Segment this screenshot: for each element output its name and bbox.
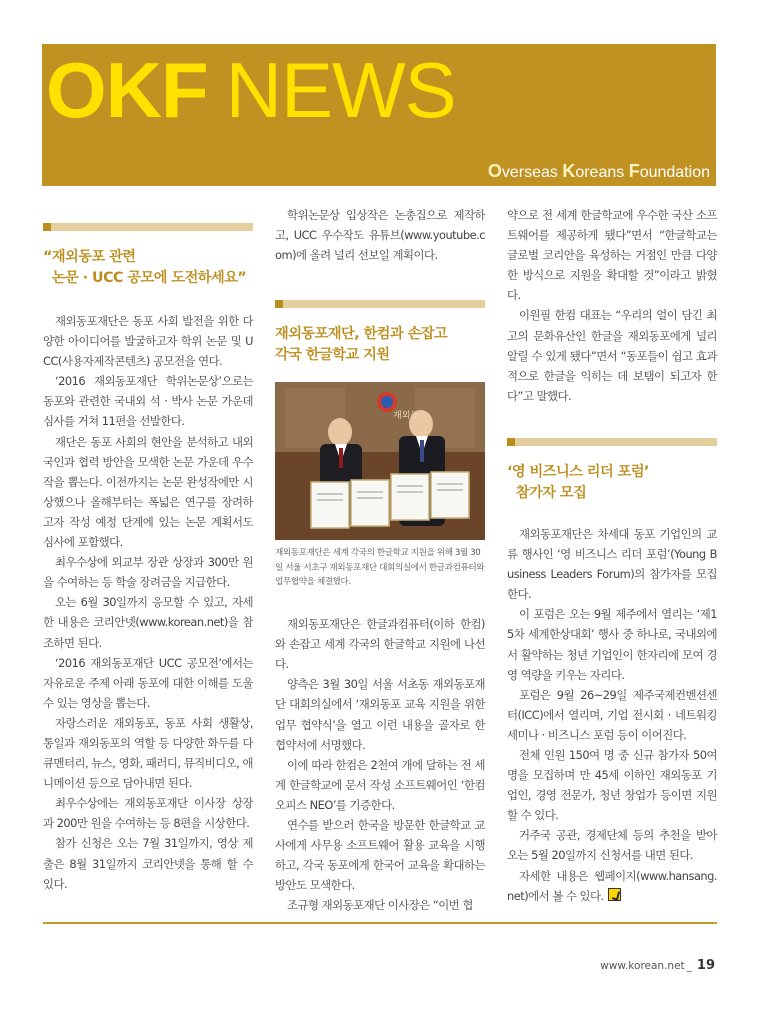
section-divider: [275, 300, 485, 308]
article-paragraph-continued: 학위논문상 입상작은 논총집으로 제작하고, UCC 우수작도 유튜브(www.youtube.com)에 올려 널리 선보일 계획이다.: [275, 208, 485, 263]
article-paragraph: 이 포럼은 오는 9월 제주에서 열리는 ‘제15차 세계한상대회’ 행사 중 하나로, 국내외에서 활약하는 청년 기업인이 한자리에 모여 경영 역량을 키우는 자리다.: [507, 607, 717, 682]
article-body-hancom: [275, 614, 485, 915]
subtitle-word: verseas: [501, 164, 563, 181]
footer-separator: _: [686, 960, 692, 972]
end-mark-icon: [608, 888, 621, 901]
article-paragraph: 이에 따라 한컴은 2천여 개에 달하는 전 세계 한글학교에 문서 작성 소프트웨어인 ‘한컴오피스 NEO’를 기증한다.: [275, 757, 485, 812]
subtitle-word: oundation: [639, 164, 710, 181]
article-paragraph: 양측은 3월 30일 서울 서초동 재외동포재단 대회의실에서 ‘재외동포 교육 지원을 위한 업무 협약식’을 열고 이런 내용을 골자로 한 협약서에 서명했다.: [275, 677, 485, 752]
footer-website: www.korean.net: [600, 960, 685, 972]
article-paragraph: 재외동포재단은 한글과컴퓨터(이하 한컴)와 손잡고 세계 각국의 한글학교 지원에 나선다.: [275, 617, 485, 672]
section-divider: [507, 438, 717, 446]
article-heading-hancom: 재외동포재단, 한컴과 손잡고 각국 한글학교 지원: [275, 326, 448, 364]
page-number: 19: [696, 958, 715, 973]
masthead-subtitle: [488, 161, 710, 182]
article-paragraph: 이원필 한컴 대표는 “우리의 얼이 담긴 최고의 문화유산인 한글을 재외동포에게 널리 알릴 수 있게 됐다”면서 “동포들이 쉽고 효과적으로 한글을 익히는 데 보탬이 되고자 한다”고 말했다.: [507, 308, 717, 403]
article-paragraph: 재외동포재단은 동포 사회 발전을 위한 다양한 아이디어를 발굴하고자 학위 논문 및 UCC(사용자제작콘텐츠) 공모전을 연다.: [43, 314, 253, 369]
subtitle-word: oreans: [575, 164, 629, 181]
article-paragraph: 연수를 받으러 한국을 방문한 한글학교 교사에게 사무용 소프트웨어 활용 교육을 시행하고, 각국 동포에게 한국어 교육을 확대하는 방안도 모색한다.: [275, 818, 485, 893]
section-divider: [43, 223, 253, 231]
article-paragraph: ‘2016 재외동포재단 UCC 공모전’에서는 자유로운 주제 아래 동포에 대한 이해를 도울 수 있는 영상을 뽑는다.: [43, 655, 253, 710]
article-paragraph: 최우수상에는 재외동포재단 이사장 상장과 200만 원을 수여하는 등 8편을 시상한다.: [43, 796, 253, 831]
article-paragraph: 참가 신청은 오는 7월 31일까지, 영상 제출은 8월 31일까지 코리안넷을 통해 할 수 있다.: [43, 836, 253, 891]
article-paragraph: 재외동포재단은 차세대 동포 기업인의 교류 행사인 ‘영 비즈니스 리더 포럼’(Young Business Leaders Forum)의 참가자를 모집한다.: [507, 526, 717, 602]
column-3: [507, 205, 717, 906]
photo-caption: 재외동포재단은 세계 각국의 한글학교 지원을 위해 3월 30일 서울 서초구 재외동포재단 대회의실에서 한글과컴퓨터와 업무협약을 체결했다.: [275, 548, 485, 588]
masthead-title-okf: OKF: [46, 46, 208, 134]
photo-backdrop-text: 재외동: [393, 411, 420, 422]
article-paragraph: 재단은 동포 사회의 현안을 분석하고 내외국인과 협력 방안을 모색한 논문 가운데 우수작을 뽑는다. 이전까지는 논문 완성작에만 시상했으나 올해부터는 폭넓은 연구를 장려하고자 작성 예정 단계에 있는 논문 계획서도 심사에 포함했다.: [43, 434, 253, 550]
article-paragraph-continued: 약으로 전 세계 한글학교에 우수한 국산 소프트웨어를 제공하게 됐다”면서 “한글학교는 글로벌 코리안을 육성하는 거점인 만큼 다양한 방식으로 지원을 확대할 것”이라고 밝혔다.: [507, 208, 717, 303]
article-paragraph: 자랑스러운 재외동포, 동포 사회 생활상, 통일과 재외동포의 역할 등 다양한 화두를 다큐멘터리, 뉴스, 영화, 패러디, 뮤직비디오, 애니메이션 등으로 담아내면 된다.: [43, 715, 253, 791]
masthead-title-news: NEWS: [225, 46, 456, 134]
subtitle-initial: K: [562, 161, 576, 181]
article-body-young-business: [507, 524, 717, 906]
article-paragraph: 포럼은 9월 26~29일 제주국제컨벤션센터(ICC)에서 열리며, 기업 전시회 · 네트워킹 세미나 · 비즈니스 포럼 등이 이어진다.: [507, 687, 717, 742]
article-paragraph-last: [507, 866, 717, 906]
column-1: [43, 205, 253, 894]
article-heading-young-business: ‘영 비즈니스 리더 포럼’ 참가자 모집: [507, 463, 649, 501]
masthead-title: [46, 46, 456, 134]
article-paragraph: 최우수상에 외교부 장관 상장과 300만 원을 수여하는 등 학술 장려금을 지급한다.: [43, 555, 253, 590]
article-heading-thesis-ucc: “재외동포 관련 논문 · UCC 공모에 도전하세요”: [43, 249, 247, 286]
column-2: [275, 205, 485, 915]
article-paragraph: 오는 6월 30일까지 응모할 수 있고, 자세한 내용은 코리안넷(www.korean.net)을 참조하면 된다.: [43, 595, 253, 650]
article-paragraph: 조규형 재외동포재단 이사장은 “이번 협: [287, 898, 473, 913]
agreement-photo-illustration: [275, 382, 485, 540]
bottom-rule: [43, 922, 717, 924]
subtitle-initial: O: [487, 161, 502, 181]
article-paragraph-text: 자세한 내용은 웹페이지(www.hansang.net)에서 볼 수 있다.: [507, 868, 717, 903]
subtitle-initial: F: [628, 161, 640, 181]
article-paragraph: ‘2016 재외동포재단 학위논문상’으로는 동포와 관련한 국내외 석 · 박사 논문 가운데 심사를 거쳐 11편을 선발한다.: [43, 374, 253, 429]
page-footer: [600, 958, 715, 973]
article-paragraph: 전체 인원 150여 명 중 신규 참가자 50여 명을 모집하며 만 45세 이하인 재외동포 기업인, 경영 전문가, 청년 창업가 등이면 지원할 수 있다.: [507, 747, 717, 823]
agreement-photo: [275, 382, 485, 540]
article-body-thesis-ucc: [43, 311, 253, 894]
masthead-banner: [42, 44, 716, 186]
article-paragraph: 거주국 공관, 경제단체 등의 추천을 받아 오는 5월 20일까지 신청서를 내면 된다.: [507, 828, 717, 863]
